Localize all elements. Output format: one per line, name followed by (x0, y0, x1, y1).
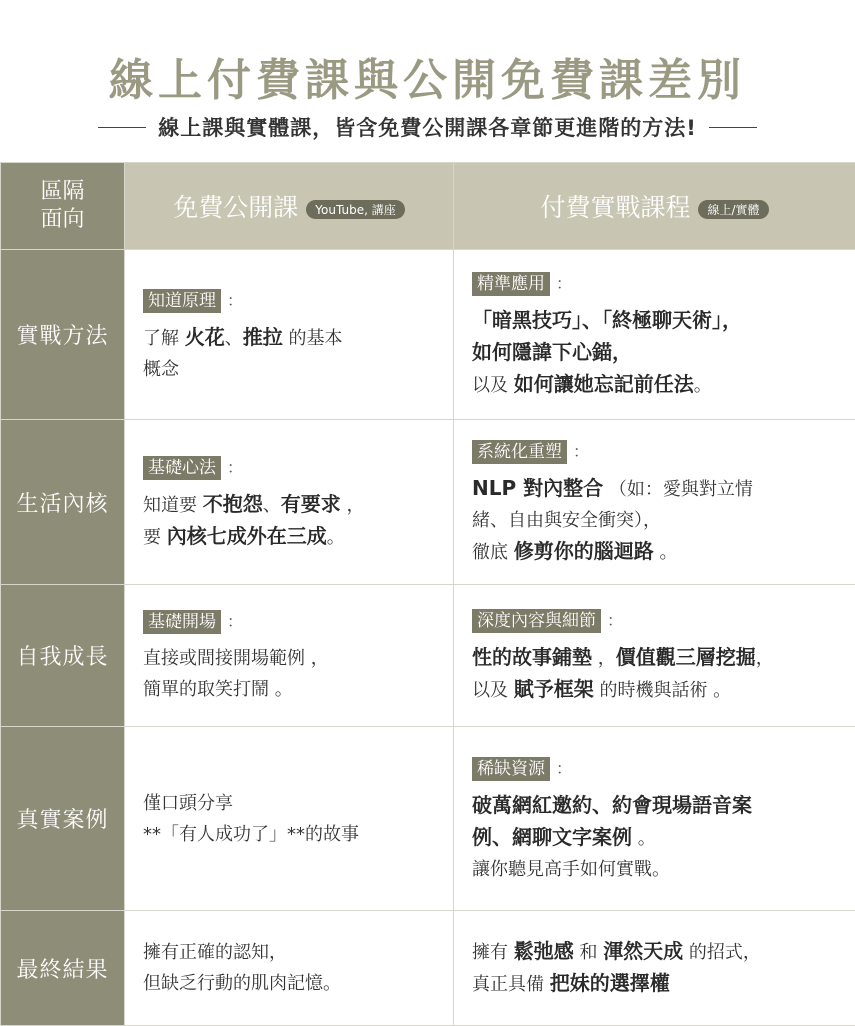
table-row (1, 250, 855, 420)
free-cell: 基礎心法 ： 知道要 不抱怨、有要求 ， 要 內核七成外在三成。 (125, 420, 454, 585)
page-header (0, 0, 855, 162)
axis-header-cell (1, 163, 125, 250)
free-cell: 知道原理 ： 了解 火花、推拉 的基本 概念 (125, 250, 454, 420)
row-label: 自我成長 (1, 585, 125, 727)
axis-label-line1: 區隔 (40, 179, 84, 204)
paid-column-badge: 線上/實體 (698, 200, 768, 219)
free-cell: 基礎開場 ： 直接或間接開場範例 ， 簡單的取笑打鬧 。 (125, 585, 454, 727)
free-column-header (125, 163, 454, 250)
cell-tag: 稀缺資源 (472, 757, 550, 781)
row-label: 生活內核 (1, 420, 125, 585)
page-title: 線上付費課與公開免費課差別 (0, 44, 855, 108)
free-column-badge: YouTube, 講座 (306, 200, 404, 219)
cell-tag: 基礎開場 (143, 610, 221, 634)
subtitle-left-divider (98, 127, 146, 128)
row-label: 實戰方法 (1, 250, 125, 420)
table-row (1, 727, 855, 911)
axis-label-line2: 面向 (40, 207, 84, 232)
free-column-title: 免費公開課 (173, 193, 298, 222)
page-subtitle: 線上課與實體課，皆含免費公開課各章節更進階的方法! (158, 112, 697, 142)
row-label: 最終結果 (1, 911, 125, 1026)
table-row (1, 420, 855, 585)
paid-cell: 系統化重塑 ： NLP 對內整合 （如：愛與對立情 緒、自由與安全衝突）， 徹底 修剪你的腦迴路 。 (454, 420, 855, 585)
cell-tag: 知道原理 (143, 289, 221, 313)
paid-cell: 稀缺資源 ： 破萬網紅邀約、約會現場語音案 例、網聊文字案例 。 讓你聽見高手如何實戰。 (454, 727, 855, 911)
cell-tag: 深度內容與細節 (472, 609, 601, 633)
paid-cell: 擁有 鬆弛感 和 渾然天成 的招式， 真正具備 把妹的選擇權 (454, 911, 855, 1026)
cell-tag: 基礎心法 (143, 456, 221, 480)
cell-tag: 精準應用 (472, 272, 550, 296)
comparison-table (0, 162, 855, 1026)
table-header-row (1, 163, 855, 250)
subtitle-right-divider (709, 127, 757, 128)
paid-column-header (454, 163, 855, 250)
table-row (1, 585, 855, 727)
cell-tag: 系統化重塑 (472, 440, 567, 464)
paid-column-title: 付費實戰課程 (540, 193, 690, 222)
free-cell: 擁有正確的認知， 但缺乏行動的肌肉記憶。 (125, 911, 454, 1026)
subtitle-row (0, 113, 855, 141)
axis-label (1, 178, 124, 234)
paid-cell: 深度內容與細節 ： 性的故事鋪墊 ，價值觀三層挖掘， 以及 賦予框架 的時機與話術 。 (454, 585, 855, 727)
row-label: 真實案例 (1, 727, 125, 911)
table-row (1, 911, 855, 1026)
paid-cell: 精準應用 ： 「暗黑技巧」、「終極聊天術」， 如何隱諱下心錨， 以及 如何讓她忘記前任法。 (454, 250, 855, 420)
free-cell: 僅口頭分享 **「有人成功了」**的故事 (125, 727, 454, 911)
